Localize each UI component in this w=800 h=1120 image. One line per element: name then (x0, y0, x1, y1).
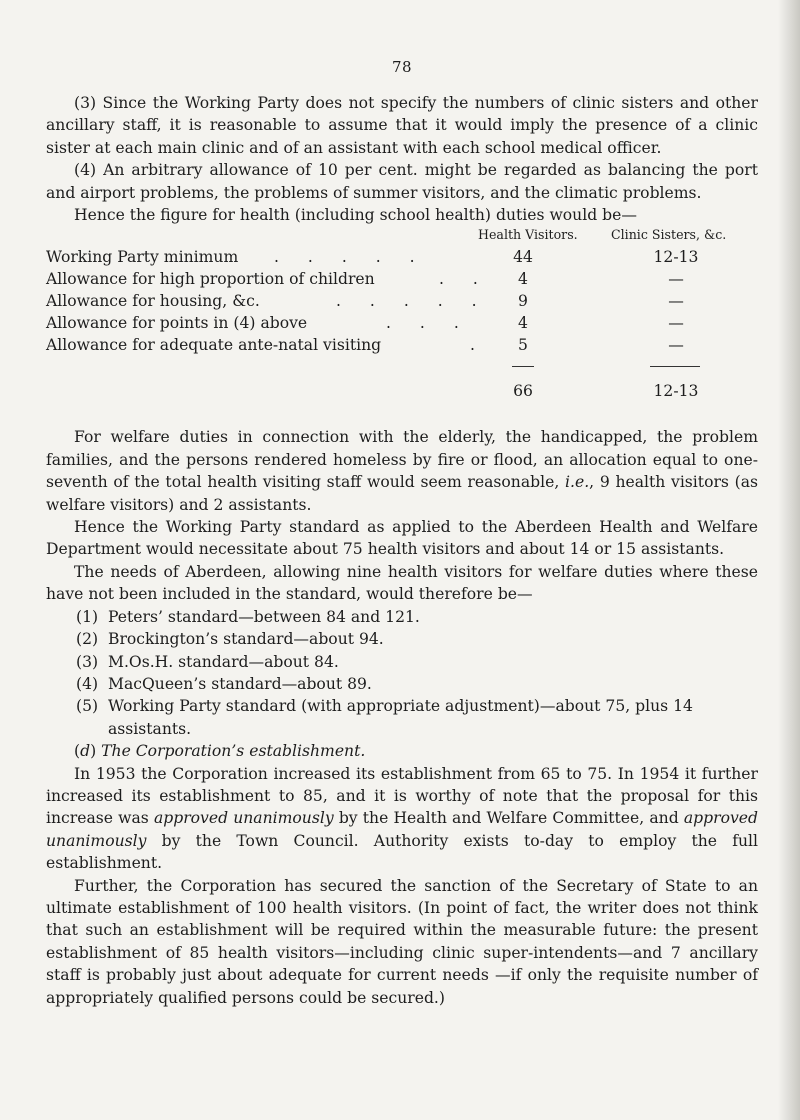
page-edge-shadow (778, 0, 800, 1120)
row-label: Allowance for high proportion of children (46, 270, 375, 289)
cell-health-visitors: 4 (518, 314, 528, 333)
section-d-title: The Corporation’s establishment. (101, 742, 366, 761)
leader-dots: . (470, 336, 487, 355)
emphasis-approved-unanimously: approved unanimously (153, 809, 334, 828)
row-label: Allowance for adequate ante-natal visiting (46, 336, 382, 355)
paragraph-aberdeen-standard: Hence the Working Party standard as applied to the Aberdeen Health and Welfare Department would necessitate about 75 health visitors and about 14 or 15 assistants. (46, 518, 758, 559)
row-label: Allowance for points in (4) above (46, 314, 308, 333)
total-clinic-sisters: 12-13 (653, 382, 699, 401)
total-rule-health-visitors (512, 366, 534, 367)
list-item: (2) Brockington’s standard—about 94. (76, 630, 384, 649)
total-rule-clinic-sisters (650, 366, 700, 367)
cell-clinic-sisters: — (668, 314, 684, 333)
list-item: (1) Peters’ standard—between 84 and 121. (76, 607, 420, 626)
table-row (46, 268, 758, 290)
leader-dots: . . . (386, 314, 471, 333)
paragraph-clinic-sisters: (3) Since the Working Party does not specify the numbers of clinic sisters and other ancillary staff, it is reasonable to assume that it would imply the presence of a clinic sister at each main clinic and of an assistant with each school medical officer. (46, 94, 758, 157)
needs-list (46, 606, 758, 740)
emphasis-approved-unanimously: approved unanimously (46, 809, 758, 850)
row-label: Allowance for housing, &c. (46, 292, 260, 311)
cell-clinic-sisters: 12-13 (653, 248, 699, 267)
paragraph-health-figure-intro: Hence the figure for health (including school health) duties would be— (74, 206, 637, 225)
leader-dots: . . . . . (274, 248, 427, 267)
section-d-label: d (80, 742, 91, 761)
row-label: Working Party minimum (46, 248, 239, 267)
cell-clinic-sisters: — (668, 270, 684, 289)
leader-dots: . . (439, 270, 490, 289)
paragraph-corporation-establishment: In 1953 the Corporation increased its establishment from 65 to 75. In 1954 it further increased its establishment to 85, and it is worthy of note that the proposal for this increase was approved unanimously by the Health and Welfare Committee, and approved unanimously by the Town Council. Authority exists to-day to employ the full establishment. (46, 764, 758, 873)
table-row (46, 334, 758, 356)
list-item: (4) MacQueen’s standard—about 89. (76, 674, 372, 693)
paragraph-needs-of-aberdeen: The needs of Aberdeen, allowing nine health visitors for welfare duties where these have not been included in the standard, would therefore be— (46, 562, 758, 604)
table-total-row (46, 380, 758, 402)
list-item: (5) Working Party standard (with appropriate adjustment)—about 75, plus 14 assistants. (76, 697, 693, 738)
paragraph-welfare-duties: For welfare duties in connection with the elderly, the handicapped, the problem families, and the persons rendered homeless by fire or flood, an allocation equal to one-seventh of the total health visiting staff would seem reasonable, i.e., 9 health visitors (as welfare visitors) and 2 assistants. (46, 428, 758, 514)
cell-clinic-sisters: — (668, 336, 684, 355)
cell-health-visitors: 9 (518, 292, 528, 311)
paragraph-secretary-of-state: Further, the Corporation has secured the sanction of the Secretary of State to an ultimate establishment of 100 health visitors. (In point of fact, the writer does not think that such an establishment will be required within the measurable future: the present establishment of 85 health visitors—including clinic super-intendents—and 7 ancillary staff is probably just about adequate for current needs —if only the requisite number of appropriately qualified persons could be secured.) (46, 876, 758, 1007)
column-header-clinic-sisters: Clinic Sisters, &c. (611, 227, 727, 243)
table-row (46, 246, 758, 268)
document-body (46, 92, 758, 1009)
section-heading-d: (d) The Corporation’s establishment. (74, 742, 366, 761)
table-row (46, 290, 758, 312)
cell-health-visitors: 5 (518, 336, 528, 355)
cell-health-visitors: 44 (513, 248, 533, 267)
total-health-visitors: 66 (513, 382, 533, 401)
leader-dots: . . . . . (336, 292, 489, 311)
page-number: 78 (391, 58, 413, 76)
staffing-table (46, 226, 758, 426)
list-item: (3) M.Os.H. standard—about 84. (76, 652, 339, 671)
paragraph-arbitrary-allowance: (4) An arbitrary allowance of 10 per cent. might be regarded as balancing the port and airport problems, the problems of summer visitors, and the climatic problems. (46, 161, 758, 202)
cell-clinic-sisters: — (668, 292, 684, 311)
cell-health-visitors: 4 (518, 270, 528, 289)
abbreviation-ie: i.e. (565, 473, 590, 492)
table-row (46, 312, 758, 334)
column-header-health-visitors: Health Visitors. (478, 227, 578, 243)
